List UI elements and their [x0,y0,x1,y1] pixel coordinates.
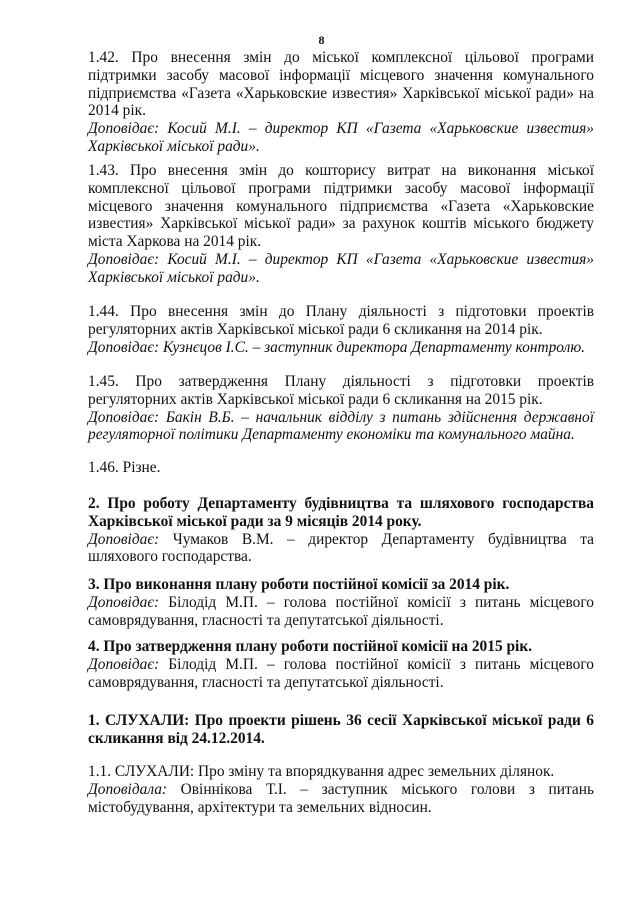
agenda-item-speaker: Доповідає: Кузнєцов І.С. – заступник директора Департаменту контролю. [88,338,586,356]
agenda-item-1-42 [88,49,594,156]
heard-title: 1. СЛУХАЛИ: Про проекти рішень 36 сесії Харківської міської ради 6 скликання від 24.12.2014. [88,712,594,747]
agenda-item-1-46 [88,459,594,477]
section-speaker [88,531,594,567]
agenda-section-4 [88,638,594,691]
agenda-section-3 [88,576,594,629]
speaker-label: Доповідає: [88,593,160,611]
agenda-item-text: 1.42. Про внесення змін до міської комплексної цільової програми підтримки засобу масової інформації місцевого значення комунального підприємства «Газета «Харьковские известия» Харківської міської ради» на 2014 рік. [88,49,594,120]
section-title: 4. Про затвердження плану роботи постійної комісії на 2015 рік. [88,638,533,655]
agenda-item-speaker: Доповідає: Косий М.І. – директор КП «Газета «Харьковские известия» Харківської міської ради». [88,250,594,286]
agenda-item-text: 1.46. Різне. [88,459,161,476]
agenda-item-text: 1.43. Про внесення змін до кошторису витрат на виконання міської комплексної цільової програми підтримки засобу масової інформації місцевого значення комунального підприємства «Газета «Харьковские известия» Харківської міської ради» за рахунок коштів міського бюджету міста Харкова на 2014 рік. [88,162,594,251]
heard-section [88,712,594,748]
page-number: 8 [318,33,325,47]
agenda-item-text: 1.45. Про затвердження Плану діяльності з підготовки проектів регуляторних актів Харківської міської ради 6 скликання на 2015 рік. [88,373,594,408]
agenda-item-speaker: Доповідає: Косий М.І. – директор КП «Газета «Харьковские известия» Харківської міської ради». [88,120,594,155]
heard-item-text: 1.1. СЛУХАЛИ: Про зміну та впорядкування адрес земельних ділянок. [88,763,555,780]
speaker-label: Доповідає: [88,655,160,673]
speaker-details: Овіннікова Т.І. – заступник міського голови з питань містобудування, архітектури та земельних відносин. [88,780,594,816]
agenda-item-1-44 [88,303,594,356]
speaker-details: Чумаков В.М. – директор Департаменту будівництва та шляхового господарства. [88,530,594,566]
speaker-details: Білодід М.П. – голова постійної комісії з питань місцевого самоврядування, гласності та депутатської діяльності. [88,593,594,629]
heard-item-speaker [88,781,594,817]
section-title: 2. Про роботу Департаменту будівництва та шляхового господарства Харківської міської ради за 9 місяців 2014 року. [88,495,594,530]
heard-item-1-1 [88,763,594,816]
agenda-item-speaker: Доповідає: Бакін В.Б. – начальник відділу з питань здійснення державної регуляторної політики Департаменту економіки та комунального майна. [88,408,594,444]
agenda-section-2 [88,495,594,566]
section-speaker [88,656,594,692]
speaker-label: Доповідала: [88,780,168,798]
agenda-item-1-45 [88,373,594,444]
agenda-item-text: 1.44. Про внесення змін до Плану діяльності з підготовки проектів регуляторних актів Харківської міської ради 6 скликання на 2014 рік. [88,303,594,338]
agenda-item-1-43 [88,162,594,287]
speaker-details: Білодід М.П. – голова постійної комісії з питань місцевого самоврядування, гласності та депутатської діяльності. [88,655,594,691]
section-title: 3. Про виконання плану роботи постійної комісії за 2014 рік. [88,576,510,593]
section-speaker [88,594,594,630]
speaker-label: Доповідає: [88,530,160,548]
